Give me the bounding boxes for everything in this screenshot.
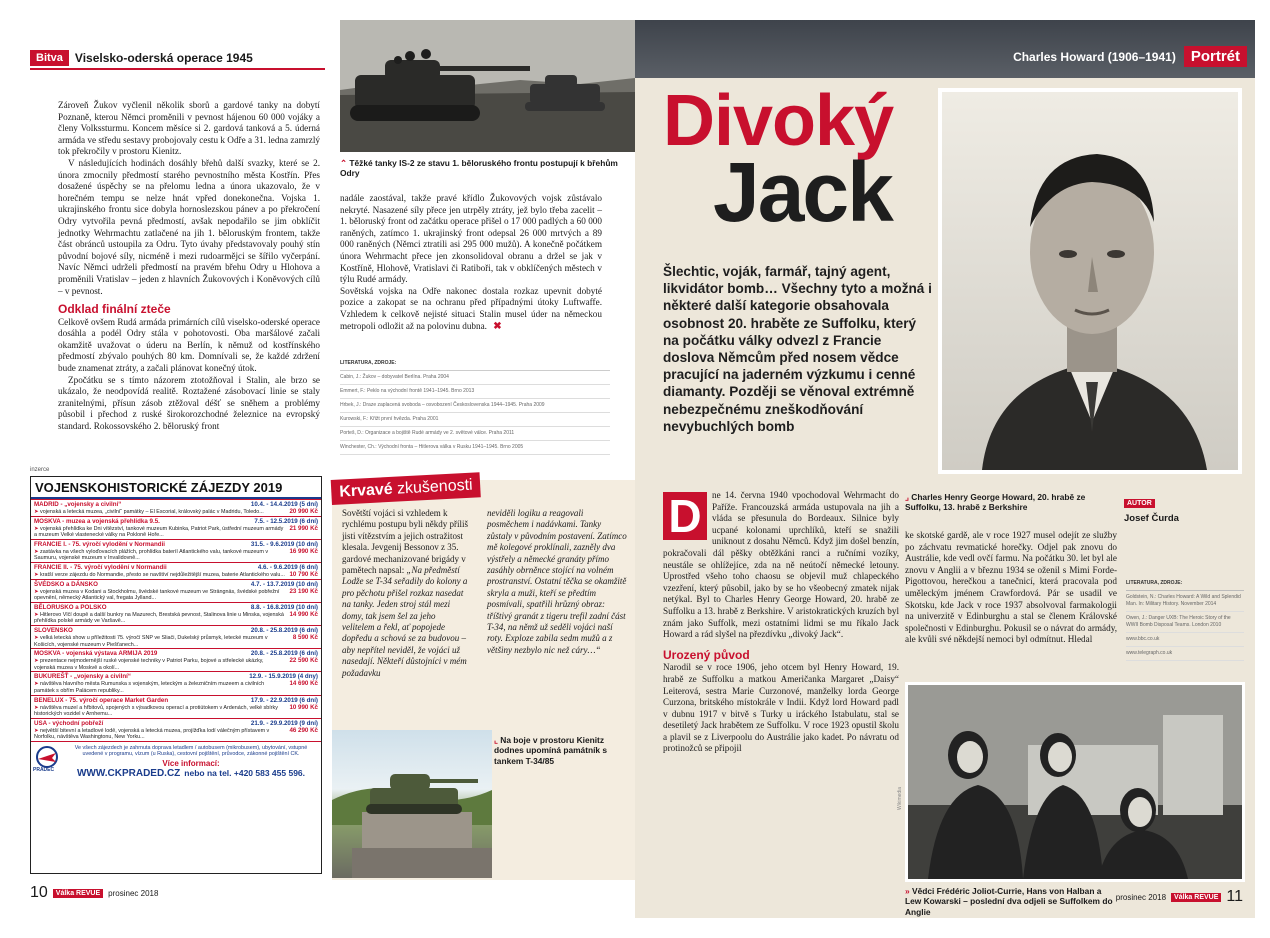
paragraph: Celkově ovšem Rudá armáda primárních cílů viselsko-oderské operace dosáhla a podél Odry stála v pohotovosti. Oba maršálové začali okamžitě uvažovat o úderu na Berlín, k němuž od kostřínského předmostí zbývalo pouhých 80 km. Domnívali se, že každé zdržení bude znamenat ztráty, a začali plánovat konečný útok. — [58, 316, 320, 374]
literature-item: Porteš, D.: Organizace a bojiště Rudé armády ve 2. světové válce. Praha 2011 — [340, 427, 610, 441]
intro-text: ne 14. června 1940 vpochodoval Wehrmacht do Paříže. Francouzská armáda ustupovala na jih a vláda se přesunula do Bordeaux. Silnice byly ucpané kolonami uprchlíků, kteří se snažili uniknout z dosahu Němců. Když jim došel benzín, pokračovali dál pěšky obtěžkáni ranci a ručními vozíky, neustále se ohlížejíce, zda na ně neútočí německé letouny. Uprostřed všeho toho chaosu se objevil muž chlapeckého vzezření, který působil, jako by se ho všeobecný zmatek nijak netýkal. Byl to Charles Henry George Howard, 20. hrabě ze Suffolku a 13. hrabě z Berkshire. V aristokratických kruzích byl znám jako Suffolk, mezi ostatními lidmi se mu říkalo Jack Howard a rád slyšel na přezdívku „divoký Jack“. — [663, 490, 899, 640]
tour-dates: 20.8. - 25.8.2019 (6 dní) — [250, 650, 318, 658]
magazine-logo: Válka REVUE — [53, 889, 103, 898]
caption-text: Vědci Frédéric Joliot-Currie, Hans von Halban a Lew Kowarski – poslední dva odjeli se Suffolkem do Anglie — [905, 886, 1113, 917]
ad-footer-text: Ve všech zájezdech je zahrnuta doprava letadlem / autobusem (mikrobusem), ubytování, vstupné uvedené v programu, vízum (u Ruska), cestovní pojištění, průvodce, zákonné pojištění CK. — [74, 744, 308, 758]
issue-date: prosinec 2018 — [1115, 892, 1167, 902]
ad-tour-row — [31, 625, 321, 648]
headline-line-2: Jack — [713, 145, 892, 240]
author-block — [1124, 492, 1179, 524]
tour-price: 14 690 Kč — [289, 680, 318, 688]
box-title-light: zkušenosti — [396, 476, 474, 498]
tour-description: ➤ vojenská a letecká muzea, „civilní“ památky – El Escorial, královský palác v Madridu, Toledo... — [34, 509, 264, 515]
ad-tour-row — [31, 671, 321, 694]
tour-name: MOSKVA - muzea a vojenská přehlídka 9.5. — [34, 517, 160, 525]
portrait-caption — [905, 492, 1095, 513]
sidebar-box — [332, 476, 635, 880]
magazine-logo: Válka REVUE — [1171, 893, 1221, 902]
literature-item: Goldstein, N.: Charles Howard: A Wild and Splendid Man. In: Military History. November 2014 — [1126, 591, 1244, 612]
ad-tour-row — [31, 516, 321, 539]
tour-name: BUKUREŠŤ - „vojensky a civilní“ — [34, 673, 131, 681]
page-number: 11 — [1226, 888, 1243, 905]
ad-tour-row — [31, 695, 321, 718]
ad-footer — [31, 741, 321, 782]
ad-tour-row — [31, 718, 321, 741]
double-chevron-icon: » — [905, 886, 910, 896]
author-name: Josef Čurda — [1124, 513, 1179, 524]
literature-item: www.telegraph.co.uk — [1126, 647, 1244, 661]
bullet-icon: ➤ — [34, 548, 41, 555]
tour-price: 21 990 Kč — [289, 524, 318, 532]
scientists-photo — [905, 682, 1245, 882]
tour-name: BENELUX - 75. výročí operace Market Garden — [34, 696, 169, 704]
article-column-1 — [58, 100, 320, 433]
drop-cap: D — [663, 492, 707, 540]
t34-tank-illustration — [332, 730, 492, 878]
literature-item: Emmert, F.: Peklo na východní frontě 1941–1945. Brno 2013 — [340, 385, 610, 399]
box-text: Sovětští vojáci si vzhledem k rychlému postupu byli někdy příliš jisti vítězstvím a jejich ostražitost klesala. Jevgenij Bessonov z 35. gardové mechanizované brigády v pamětech napsal: — [342, 508, 468, 576]
bullet-icon: ➤ — [34, 727, 41, 734]
tour-price: 8 590 Kč — [292, 633, 318, 641]
paragraph: nadále zaostával, takže pravé křídlo Žukovových vojsk zůstávalo nekryté. Nasazené síly přece jen utrpěly ztráty, jež bylo třeba zacelit – 1. běloruský front od začátku operace přišel o 17 000 padlých a 60 000 raněných, zatímco 1. ukrajinský front odepsal 26 000 mrtvých a 89 000 raněných (Němci ztratili asi 295 000 mužů). A konečně počátkem února Wehrmacht přece jen zkonsolidoval obranu a držel se jak v Kostříně, Hlohově, Vratislavi či Ratiboři, tak v obklíčených městech v týlu Rudé armády. — [340, 193, 602, 285]
photo-credit: Wikimedia — [897, 786, 903, 810]
literature-item: www.bbc.co.uk — [1126, 633, 1244, 647]
tour-dates: 17.9. - 22.9.2019 (6 dní) — [250, 696, 318, 704]
folio-left — [30, 884, 158, 902]
caption-text: Charles Henry George Howard, 20. hrabě ze Suffolku, 13. hrabě z Berkshire — [905, 492, 1086, 513]
tour-price: 22 590 Kč — [289, 657, 318, 665]
end-mark-icon: ✖ — [493, 320, 502, 332]
headline-line-1: Divoký — [663, 81, 894, 161]
right-page — [635, 20, 1255, 918]
tour-price: 10 990 Kč — [289, 703, 318, 711]
tour-dates: 20.8. - 25.8.2019 (6 dní) — [250, 626, 318, 634]
tour-price: 20 990 Kč — [289, 508, 318, 515]
ad-box — [30, 476, 322, 874]
bullet-icon: ➤ — [34, 525, 41, 532]
tour-dates: 7.5. - 12.5.2019 (6 dní) — [254, 517, 318, 525]
tour-name: FRANCIE I. - 75. výročí vylodění v Normandii — [34, 540, 166, 548]
right-header — [1013, 46, 1247, 67]
tour-dates: 4.7. - 13.7.2019 (10 dní) — [250, 580, 318, 588]
article-column-2 — [340, 193, 602, 332]
tour-price: 10 790 Kč — [289, 570, 318, 578]
section-tag: Bitva — [30, 50, 69, 66]
portrait-name: Charles Howard (1906–1941) — [1013, 49, 1176, 64]
perex: Šlechtic, voják, farmář, tajný agent, likvidátor bomb… Všechny tyto a možná i některé další kategorie obsahovala osobnost 20. hraběte ze Suffolku, který na počátku války odvezl z Francie doslova Němcům před nosem vědce pracující na jaderném výzkumu i cenné diamanty. Později se věnoval extrémně nebezpečnému zneškodňování nevybuchlých bomb — [663, 264, 932, 434]
tour-description: ➤ vojenská muzea v Kodani a Stockholmu, švédské tankové muzeum ve Strängnäs, švédské pobřežní opevnění, německý Atlantický val, fregata Jylland... — [34, 588, 280, 602]
scientists-caption — [905, 886, 1120, 917]
origin-text: Narodil se v roce 1906, jeho otcem byl Henry Howard, 19. hrabě ze Suffolku a matkou Američanka Margaret „Daisy“ Leiterová, sestra Marie Curzonové, manželky lorda George Curzona, britského místokrále v Indii. Když lord Howard padl v dubnu 1917 v bitvě s Turky u iráckého Istabulatu, stal se desetiletý Jack hrabětem ze Suffolku. V roce 1923 opustil školu a plavil se z Liverpoolu do Austrálie jako kadet. Po návratu od protinožců se připojil — [663, 662, 899, 754]
corner-arrow-icon: ⌟ — [905, 492, 909, 502]
section-tag: Portrét — [1184, 46, 1247, 67]
article-column-2 — [905, 530, 1117, 646]
ad-label: inzerce — [30, 467, 50, 473]
literature-item: Owen, J.: Danger UXB: The Heroic Story of the WWII Bomb Disposal Teams. London 2010 — [1126, 612, 1244, 633]
box-quote: „Na předměstí Lodže se T-34 seřadily do kolony a pro pěchotu přišel rozkaz nasedat na tanky. Jeden stroj stál mezi domy, tak jsem šel za jeho velitelem a řekl, ať popojede dopředu a schová se za budovou – aby nepřítel neviděl, že vojáci už nasedají. Někteří důstojníci v mém požadavku — [342, 565, 468, 678]
tour-price: 14 990 Kč — [289, 610, 318, 618]
tour-description: ➤ prezentace nejmodernější ruské vojenské techniky v Patriot Parku, bojové a střelecké ukázky, vojenská muzea v Moskvě a okolí... — [34, 658, 264, 671]
tank-illustration — [340, 20, 635, 152]
literature-item: Hrbek, J.: Draze zaplacená svoboda – osvobození Československa 1944–1945. Praha 2009 — [340, 399, 610, 413]
headline — [663, 81, 894, 240]
tour-description: ➤ návštěva hlavního města Rumunska s vojenským, leteckým a železničním muzeem a civilních památek s obřím Palácem republiky... — [34, 681, 265, 694]
tour-price: 23 190 Kč — [289, 587, 318, 595]
portrait-illustration — [942, 92, 1238, 470]
ad-tour-row — [31, 499, 321, 516]
literature-title: LITERATURA, ZDROJE: — [340, 360, 610, 371]
caption-text: Těžké tanky IS-2 ze stavu 1. běloruského frontu postupují k břehům Odry — [340, 158, 618, 179]
literature-item: Kurowski, F.: Křižt první hvězda. Praha 2001 — [340, 413, 610, 427]
literature-list — [1126, 591, 1244, 661]
paragraph: Zpočátku se s tímto názorem ztotožňoval i Stalin, ale brzo se ukázalo, že neodpovídá realitě. Roztažené zásobovací linie se staly zranitelnými, přísun zásob ztěžoval déšť se sněhem a problémy působil i přechod z ruské širokorozchodné železnice na evropský standard. Rokossovského 2. běloruský front — [58, 374, 320, 432]
section-title: Viselsko-oderská operace 1945 — [74, 51, 253, 65]
literature-block — [1126, 580, 1244, 661]
bullet-icon: ➤ — [34, 704, 41, 711]
tour-dates: 4.6. - 9.6.2019 (6 dní) — [257, 563, 318, 571]
bullet-icon: ➤ — [34, 588, 41, 595]
bullet-icon: ➤ — [34, 509, 41, 515]
ad-tour-row — [31, 602, 321, 625]
ad-tour-row — [31, 562, 321, 579]
caption-text: Na boje v prostoru Kienitz dodnes upomíná památník s tankem T-34/85 — [494, 735, 608, 766]
literature-item: Winchester, Ch.: Východní fronta – Hitlerova válka v Rusku 1941–1945. Brno 2005 — [340, 441, 610, 455]
ad-tour-row — [31, 539, 321, 562]
tour-price: 46 290 Kč — [289, 726, 318, 734]
author-label: AUTOR — [1124, 499, 1155, 508]
folio-right — [1116, 888, 1243, 906]
portrait-photo — [938, 88, 1242, 474]
article-column-1 — [663, 490, 899, 755]
memorial-caption — [494, 735, 629, 766]
tour-description: ➤ zastávka na všech vyloďovacích plážích, prohlídka bateríí Atlantického valu, tankové muzeum v Saumuru, vojenské muzeum v Invalidovně... — [34, 548, 269, 562]
bullet-icon: ➤ — [34, 611, 41, 618]
literature-block — [340, 360, 610, 455]
literature-list — [340, 371, 610, 455]
tour-description: ➤ největší bitevní a letadlové lodě, vojenská a letecká muzea, projížďka lodí válečným přístavem v Norfolku, návštěva Washingtonu, New Yorku... — [34, 727, 270, 741]
subheading: Urozený původ — [663, 647, 750, 662]
ad-tour-row — [31, 579, 321, 602]
tour-dates: 8.8. - 16.8.2019 (10 dní) — [250, 603, 318, 611]
tour-name: ŠVÉDSKO a DÁNSKO — [34, 580, 98, 588]
tour-description: ➤ Hitlerovo Vlčí doupě a další bunkry na Mazurech, Brestská pevnost, Stalinova linie u Minska, vojenská přehlídka polské armády ve Varšavě... — [34, 611, 284, 625]
tour-dates: 10.4. - 14.4.2019 (5 dní) — [250, 501, 318, 508]
tour-price: 16 990 Kč — [289, 547, 318, 555]
ad-list — [31, 499, 321, 741]
corner-arrow-icon: ⌞ — [494, 735, 498, 745]
bullet-icon: ➤ — [34, 681, 41, 688]
bullet-icon: ➤ — [34, 634, 41, 641]
tour-description: ➤ velká letecká show u příležitosti 75. výročí SNP ve Sliači, Dukelský průsmyk, letecké muzeum v Košicích, vojenské muzeum v Piešťanech... — [34, 634, 268, 648]
literature-item: Cabin, J.: Žukov – dobyvatel Berlína. Praha 2004 — [340, 371, 610, 385]
tour-dates: 21.9. - 29.9.2019 (9 dní) — [250, 719, 318, 727]
tour-name: FRANCIE II. - 75. výročí vylodění v Normandii — [34, 563, 167, 571]
chevron-up-icon: ⌃ — [340, 158, 348, 168]
scientists-illustration — [908, 685, 1242, 879]
bullet-icon: ➤ — [34, 571, 41, 578]
paragraph: ke skotské gardě, ale v roce 1927 musel odejít ze služby po záchvatu revmatické horečky. Odjel pak znovu do Austrálie, kde vedl ovčí farmu. Na počátku 30. let byl ale znovu v Anglii a v březnu 1934 se oženil s Mimi Forde-Pigottovou, herečkou a tanečnicí, která pracovala pod uměleckým jménem Crawfordová. Pár se usadil ve Skotsku, kde Jack v roce 1937 absolvoval farmakologii na univerzitě v Edinburghu a stal se členem Královské společnosti v Edinburghu. Pokusil se o návrat do armády, ale kvůli své někdejší nemoci byl odmítnut. Hledal — [905, 530, 1117, 645]
page-number: 10 — [30, 884, 48, 901]
issue-date: prosinec 2018 — [108, 888, 159, 898]
tour-description: ➤ návštěva muzeí a hřbitovů, spojených s výsadkovou operací a protiútokem v Ardenách, velké sbírky historických vozidel v Arnhemu... — [34, 704, 278, 718]
tour-name: BĚLORUSKO a POLSKO — [34, 603, 107, 611]
ad-title: VOJENSKOHISTORICKÉ ZÁJEZDY 2019 — [31, 477, 321, 499]
pradec-logo — [34, 745, 60, 775]
tour-name: MOSKVA - vojenská výstava ARMIJA 2019 — [34, 650, 158, 658]
box-column-2 — [487, 508, 627, 656]
box-title — [331, 472, 482, 505]
tour-dates: 31.5. - 9.6.2019 (10 dní) — [250, 540, 318, 548]
ad-tour-row — [31, 648, 321, 671]
ad-website-link[interactable]: WWW.CKPRADED.CZ — [76, 768, 181, 780]
box-quote-cont: neviděli logiku a reagovali posměchem i nadávkami. Tanky zůstaly v původním postavení. Zatímco mě kolegové proklínali, zazněly dva výstřely a německé granáty přímo zasáhly obrněnce stojící na volném prostranství. Ostatní těčka se okamžitě skryla a muži, kteří se předtím posmívali, spatřili hrůzný obraz: tříštivý granát z tigeru trefil zadní část T-34, na němž už seděli vojáci naší roty. Exploze zabila sedm mužů a z většiny nezbylo nic než cáry…“ — [487, 508, 627, 655]
paragraph: Sovětská vojska na Odře nakonec dostala rozkaz upevnit dobyté pozice a zakopat se na ochranu před případnými útoky Luftwaffe. Vzhledem k celkově nejisté situaci Stalin musel úder na německou metropoli odložit až na polovinu dubna. — [340, 285, 602, 331]
tour-name: SLOVENSKO — [34, 626, 73, 634]
paragraph: Zároveň Žukov vyčlenil několik sborů a gardové tanky na dobytí Poznaně, kterou Němci proměnili v pevnost hájenou 60 000 vojáky a členy Volkssturmu. Koncem měsíce si 2. gardová tanková a 5. úderná armáda ve středu sestavy probojovaly cestu k Odře a 31. ledna zamrzlý tok překročily v prostoru Kienitz. — [58, 100, 320, 157]
literature-title: LITERATURA, ZDROJE: — [1126, 580, 1244, 591]
logo-text: PRADEC — [33, 766, 55, 773]
box-title-bold: Krvavé — [338, 480, 394, 501]
box-column-1 — [342, 508, 470, 679]
bullet-icon: ➤ — [34, 658, 41, 665]
ad-phone: nebo na tel. +420 583 455 596. — [184, 768, 306, 779]
tanks-photo-caption — [340, 158, 625, 179]
tour-description: ➤ vojenská přehlídka ke Dni vítězství, tankové muzeum Kubinka, Patriot Park, ústřední muzeum armády a muzeum Velké vlastenecké války na Pokloně Hoře... — [34, 525, 284, 539]
tour-description: ➤ kratší verze zájezdu do Normandie, přesto se navštíví nejdůležitější muzea, baterie Atlantického valu... — [34, 571, 285, 578]
tour-name: USA - východní pobřeží — [34, 719, 104, 727]
more-info-label: Více informací: — [162, 759, 220, 769]
section-header — [30, 48, 253, 68]
tour-dates: 12.9. - 15.9.2019 (4 dny) — [249, 673, 318, 681]
subheading: Odklad finální zteče — [58, 302, 171, 317]
t34-memorial-photo — [332, 730, 492, 878]
section-rule — [30, 68, 325, 70]
tanks-photo — [340, 20, 635, 152]
paragraph: V následujících hodinách dosáhly břehů další svazky, které se 2. února zmocnily předmostí starého pevnostního města Kostřín. Přes dosažené úspěchy se na přelomu ledna a února ukazovalo, že v horečném tempu se nelze hnát vpřed donekonečna. Vojska 1. ukrajinského frontu sice dobyla hornoslezskou pánev a po překročení Odry vytvořila pevná předmostí, avšak nepodařilo se jim obklíčit jednotky Wehrmachtu zatlačené na jih 1. běloruským frontem, takže část obránců ustoupila za Odru. Tyto úvahy představovaly pouhý stín původní bojové síly, nicméně i mezi rudoarmějci se šířilo vyčerpání. Navíc Němci udrželi předmostí na pravém břehu Odry u Hlohova a proměnili Vratislav – jeden z hlavních Žukovových i Koněvových cílů – v pevnost. — [58, 157, 320, 296]
tour-name: MADRID - „vojensky a civilní“ — [34, 501, 122, 508]
